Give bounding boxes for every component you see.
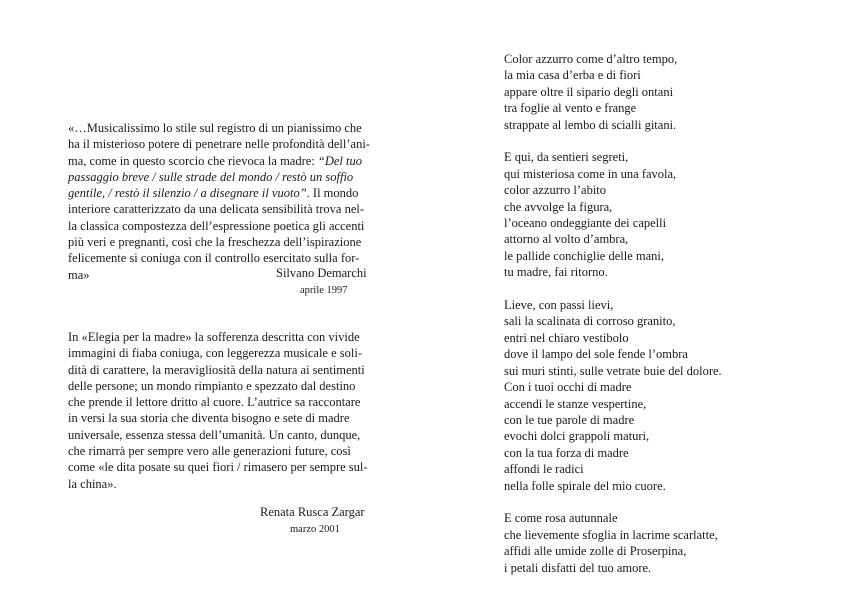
- poem-stanza: [504, 297, 804, 494]
- poem-line: strappate al lembo di scialli gitani.: [504, 117, 677, 132]
- poem-line: Con i tuoi occhi di madre: [504, 380, 632, 395]
- poem-line: Lieve, con passi lievi,: [504, 298, 614, 313]
- poem-line: E qui, da sentieri segreti,: [504, 150, 629, 165]
- text-line: la china».: [68, 476, 117, 491]
- text-line: delle persone; un mondo rimpianto e spezzato dal destino: [68, 378, 356, 393]
- text-line: immagini di fiaba coniuga, con leggerezza musicale e soli-: [68, 346, 362, 361]
- signature-name: Silvano Demarchi: [276, 266, 367, 280]
- critic-quote-zargar: [68, 329, 368, 492]
- text-line: la classica compostezza dell’espressione poetica gli accenti: [68, 218, 365, 233]
- critic-quote-demarchi: [68, 120, 368, 283]
- poem-line: qui misteriosa come in una favola,: [504, 166, 677, 181]
- poem-line: attorno al volto d’ambra,: [504, 232, 629, 247]
- poem-line: dove il lampo del sole fende l’ombra: [504, 347, 688, 362]
- poem-line: che lievemente sfoglia in lacrime scarlatte,: [504, 527, 718, 542]
- text-line: ma»: [68, 267, 90, 282]
- poem-stanza: [504, 51, 804, 133]
- poem-line: l’oceano ondeggiante dei capelli: [504, 216, 667, 231]
- poem-stanza: [504, 510, 804, 576]
- text-line: in versi la sua storia che diventa bisogno e sete di madre: [68, 411, 350, 426]
- poem-stanza: [504, 149, 804, 280]
- text-line-part: ma, come in questo scorcio che rievoca la madre:: [68, 153, 318, 168]
- poem-line: nella folle spirale del mio cuore.: [504, 478, 666, 493]
- poem-line: tu madre, fai ritorno.: [504, 265, 608, 280]
- italic-quote: gentile, / restò il silenzio / a disegnare il vuoto”: [68, 186, 307, 201]
- poem-line: tra foglie al vento e frange: [504, 101, 637, 116]
- poem: [504, 51, 804, 576]
- text-line: ha il misterioso potere di penetrare nelle profondità dell’ani-: [68, 137, 370, 152]
- text-line: più veri e pregnanti, così che la freschezza dell’ispirazione: [68, 235, 362, 250]
- text-line: che prende il lettore dritto al cuore. L’autrice sa raccontare: [68, 395, 361, 410]
- poem-line: sui muri stinti, sulle vetrate buie del dolore.: [504, 363, 722, 378]
- poem-line: la mia casa d’erba e di fiori: [504, 68, 641, 83]
- stanza-spacer: [504, 281, 804, 297]
- poem-line: che avvolge la figura,: [504, 199, 613, 214]
- poem-line: color azzurro l’abito: [504, 183, 607, 198]
- text-line: «…Musicalissimo lo stile sul registro di un pianissimo che: [68, 121, 362, 135]
- poem-line: appare oltre il sipario degli ontani: [504, 84, 674, 99]
- poem-line: entri nel chiaro vestibolo: [504, 330, 629, 345]
- poem-line: accendi le stanze vespertine,: [504, 396, 647, 411]
- stanza-spacer: [504, 133, 804, 149]
- poem-line: affidi alle umide zolle di Proserpina,: [504, 544, 687, 559]
- text-line: [68, 169, 368, 185]
- text-line: come «le dita posate su quei fiori / rimasero per sempre sul-: [68, 460, 368, 475]
- italic-quote: passaggio breve / sulle strade del mondo / restò un soffio: [68, 169, 354, 184]
- text-line: che rimarrà per sempre vero alle generazioni future, così: [68, 444, 351, 459]
- text-line-part: . Il mondo: [306, 186, 359, 201]
- poem-line: con le tue parole di madre: [504, 412, 635, 427]
- signature-name: Renata Rusca Zargar: [260, 505, 365, 519]
- poem-line: le pallide conchiglie delle mani,: [504, 248, 665, 263]
- poem-line: i petali disfatti del tuo amore.: [504, 560, 652, 575]
- poem-line: evochi dolci grappoli maturi,: [504, 429, 650, 444]
- poem-line: sali la scalinata di corroso granito,: [504, 314, 676, 329]
- text-line: In «Elegia per la madre» la sofferenza descritta con vivide: [68, 330, 360, 344]
- poem-line: con la tua forza di madre: [504, 445, 629, 460]
- text-line: felicemente si coniuga con il controllo esercitato sulla for-: [68, 251, 360, 266]
- stanza-spacer: [504, 494, 804, 510]
- signature-date: marzo 2001: [290, 524, 340, 535]
- text-line: dità di carattere, la meravigliosità della natura ai sentimenti: [68, 362, 365, 377]
- text-line: [68, 185, 368, 201]
- signature-date: aprile 1997: [300, 285, 348, 296]
- text-line: [68, 153, 368, 169]
- text-line: universale, essenza stessa dell’umanità. Un canto, dunque,: [68, 427, 361, 442]
- poem-line: E come rosa autunnale: [504, 511, 618, 526]
- italic-quote: “Del tuo: [317, 153, 363, 168]
- poem-line: Color azzurro come d’altro tempo,: [504, 52, 678, 66]
- text-line: interiore caratterizzato da una delicata sensibilità trova nel-: [68, 202, 365, 217]
- poem-line: affondi le radici: [504, 462, 584, 477]
